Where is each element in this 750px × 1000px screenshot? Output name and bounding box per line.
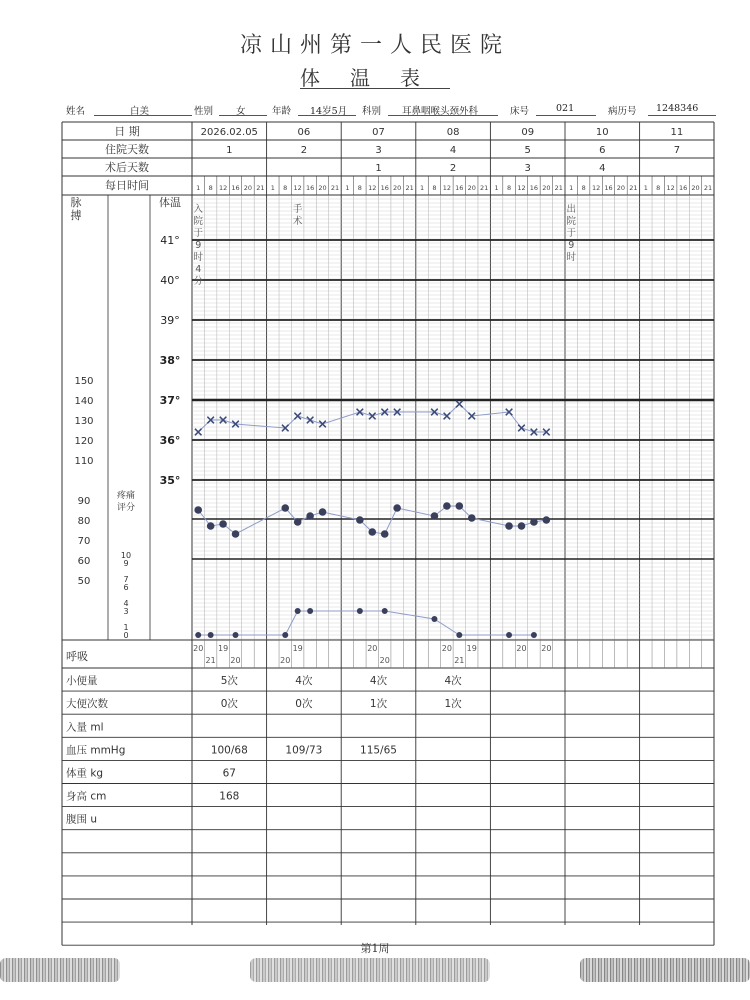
event-annotation-char: 院 <box>566 216 576 227</box>
time-value: 12 <box>293 184 302 192</box>
event-annotation-char: 手 <box>292 204 303 215</box>
bottom-table-value: 5次 <box>220 675 238 688</box>
name-label: 姓名 <box>66 106 86 117</box>
date-value: 09 <box>521 127 535 138</box>
bottom-table-value: 0次 <box>295 698 313 711</box>
patient-dept: 耳鼻咽喉头颈外科 <box>402 106 479 117</box>
time-value: 12 <box>368 184 377 192</box>
hospital-days-row-label: 住院天数 <box>105 143 149 156</box>
scan-smudge-right <box>580 958 750 982</box>
pulse-point <box>281 504 289 512</box>
bottom-table-value: 100/68 <box>210 744 248 757</box>
hospital-day-value: 5 <box>524 145 531 156</box>
pulse-point <box>368 528 376 536</box>
time-value: 8 <box>208 184 213 192</box>
respiration-value: 20 <box>379 656 390 665</box>
pain-axis-label: 6 <box>123 583 129 592</box>
time-value: 20 <box>243 184 253 192</box>
date-value: 2026.02.05 <box>200 127 258 138</box>
pain-point <box>208 632 214 638</box>
bottom-table-value: 168 <box>219 790 240 803</box>
hospital-day-value: 2 <box>300 145 308 156</box>
pain-point <box>357 608 363 614</box>
bed-label: 床号 <box>510 106 530 117</box>
pulse-point <box>194 506 202 514</box>
respiration-value: 20 <box>441 644 452 653</box>
date-value: 10 <box>595 127 609 138</box>
time-value: 1 <box>569 184 574 192</box>
form-title: 体温表 <box>300 66 450 90</box>
time-value: 1 <box>419 184 425 192</box>
pain-axis-label: 3 <box>123 607 129 616</box>
pulse-axis-label: 150 <box>74 376 94 387</box>
time-value: 1 <box>196 184 201 192</box>
time-value: 16 <box>305 184 315 192</box>
pulse-point <box>393 504 401 512</box>
event-annotation-char: 院 <box>193 216 203 227</box>
patient-record-number: 1248346 <box>656 103 699 114</box>
time-value: 21 <box>703 184 713 192</box>
event-annotation-char: 时 <box>566 252 576 263</box>
daily-time-row-label: 每日时间 <box>105 179 149 192</box>
pulse-label-char: 搏 <box>70 209 82 222</box>
respiration-label: 呼吸 <box>66 650 88 663</box>
time-value: 16 <box>604 184 613 192</box>
time-value: 20 <box>467 184 476 192</box>
pain-axis-label: 0 <box>123 631 129 640</box>
pain-axis-label: 9 <box>123 559 129 568</box>
bottom-table-value: 109/73 <box>285 744 323 757</box>
time-value: 8 <box>357 184 362 192</box>
pulse-axis-label: 80 <box>77 516 91 527</box>
bottom-table-label: 小便量 <box>66 675 98 688</box>
bottom-table-value: 4次 <box>369 675 388 688</box>
temp-axis-label: 40° <box>160 274 180 287</box>
temp-axis-label: 41° <box>160 234 180 247</box>
time-value: 1 <box>643 184 648 192</box>
bottom-table-value: 4次 <box>444 675 462 688</box>
dept-label: 科别 <box>362 106 382 117</box>
pulse-point <box>443 502 451 510</box>
pulse-point <box>505 522 513 530</box>
pain-point <box>531 632 537 638</box>
hospital-day-value: 7 <box>673 145 681 156</box>
pain-axis-label: 7 <box>123 575 129 584</box>
time-value: 8 <box>506 184 512 192</box>
temp-axis-label: 36° <box>159 434 181 447</box>
hospital-day-value: 4 <box>449 145 457 156</box>
respiration-value: 21 <box>454 656 465 665</box>
pulse-axis-label: 120 <box>74 436 94 447</box>
time-value: 1 <box>494 184 499 192</box>
temp-axis-label: 39° <box>160 314 180 327</box>
event-annotation-char: 4 <box>195 264 202 275</box>
time-value: 1 <box>270 184 275 192</box>
patient-name: 白美 <box>130 106 150 117</box>
date-value: 08 <box>446 127 460 138</box>
time-value: 12 <box>591 184 601 192</box>
pain-axis-label: 10 <box>120 551 132 560</box>
bottom-table-label: 体重 kg <box>66 767 104 780</box>
event-annotation-char: 入 <box>193 204 203 215</box>
time-value: 21 <box>629 184 638 192</box>
time-value: 12 <box>218 184 228 192</box>
time-value: 16 <box>678 184 688 192</box>
respiration-value: 20 <box>516 644 527 653</box>
pulse-point <box>431 512 439 520</box>
time-value: 16 <box>529 184 539 192</box>
bottom-table-value: 67 <box>222 767 236 780</box>
pulse-axis-label: 130 <box>74 416 94 427</box>
pulse-point <box>294 518 302 526</box>
time-value: 20 <box>542 184 551 192</box>
hospital-name: 凉山州第一人民医院 <box>239 33 510 58</box>
bottom-table-value: 1次 <box>369 698 388 711</box>
time-value: 8 <box>432 184 437 192</box>
pain-point <box>382 608 388 614</box>
pain-point <box>456 632 462 638</box>
time-value: 1 <box>345 184 350 192</box>
time-value: 20 <box>393 184 402 192</box>
pain-point <box>195 632 201 638</box>
pulse-point <box>319 508 327 516</box>
pulse-point <box>232 530 240 538</box>
temperature-point <box>357 409 364 416</box>
age-label: 年龄 <box>272 106 292 117</box>
pain-label: 评分 <box>116 503 136 513</box>
postop-day-value: 4 <box>599 163 606 174</box>
pulse-axis-label: 70 <box>77 536 91 547</box>
temperature-point <box>307 417 314 424</box>
respiration-value: 21 <box>205 656 216 665</box>
time-value: 8 <box>656 184 661 192</box>
time-value: 8 <box>581 184 586 192</box>
bottom-table-label: 身高 cm <box>66 790 107 803</box>
time-value: 8 <box>283 184 288 192</box>
pain-point <box>431 616 437 622</box>
respiration-value: 20 <box>367 644 378 653</box>
scan-smudge-center <box>250 958 490 982</box>
pulse-point <box>468 514 476 522</box>
temperature-point <box>369 413 376 420</box>
pain-point <box>307 608 313 614</box>
time-value: 12 <box>442 184 452 192</box>
pulse-point <box>543 516 551 524</box>
event-annotation-char: 9 <box>568 240 575 251</box>
date-row-label: 日 期 <box>114 125 140 138</box>
pulse-axis-label: 90 <box>77 496 91 507</box>
bottom-table-label: 血压 mmHg <box>66 744 126 757</box>
pulse-point <box>381 530 389 538</box>
temperature-point <box>319 421 326 428</box>
temp-label: 体温 <box>159 196 181 209</box>
pulse-point <box>207 522 215 530</box>
temperature-point <box>195 429 202 436</box>
pain-axis-label: 1 <box>123 623 129 632</box>
time-value: 21 <box>480 184 489 192</box>
patient-bed: 021 <box>556 103 575 114</box>
time-value: 21 <box>554 184 563 192</box>
bottom-table-value: 4次 <box>295 675 313 688</box>
temperature-point <box>444 413 451 420</box>
pain-label: 疼痛 <box>116 491 136 501</box>
pulse-point <box>530 518 538 526</box>
respiration-value: 19 <box>466 644 477 653</box>
hospital-day-value: 6 <box>599 145 606 156</box>
pain-point <box>282 632 288 638</box>
pulse-axis-label: 50 <box>77 576 91 587</box>
time-value: 16 <box>455 184 464 192</box>
postop-day-value: 3 <box>524 163 531 174</box>
temperature-point <box>456 401 463 408</box>
time-value: 21 <box>256 184 265 192</box>
event-annotation-char: 术 <box>292 216 303 227</box>
event-annotation-char: 分 <box>193 276 203 287</box>
event-annotation-char: 出 <box>566 204 576 215</box>
bottom-table-label: 腹围 u <box>66 813 97 826</box>
pain-point <box>506 632 512 638</box>
pulse-axis-label: 60 <box>77 556 91 567</box>
pulse-point <box>306 512 314 520</box>
date-value: 07 <box>372 127 385 138</box>
bottom-table-label: 入量 ml <box>66 721 104 734</box>
pulse-label-char: 脉 <box>70 196 82 209</box>
record-label: 病历号 <box>608 106 637 117</box>
pulse-point <box>356 516 364 524</box>
temp-axis-label: 38° <box>159 354 181 367</box>
respiration-value: 19 <box>292 644 303 653</box>
temperature-point <box>518 425 525 432</box>
scan-smudge-left <box>0 958 120 982</box>
time-value: 16 <box>380 184 389 192</box>
postop-days-row-label: 术后天数 <box>105 161 149 174</box>
time-value: 16 <box>231 184 240 192</box>
time-value: 21 <box>330 184 340 192</box>
pulse-point <box>219 520 227 528</box>
patient-age: 14岁5月 <box>310 106 348 117</box>
pulse-point <box>456 502 464 510</box>
pain-point <box>233 632 239 638</box>
pain-axis-label: 4 <box>123 599 129 608</box>
pain-point <box>295 608 301 614</box>
patient-sex: 女 <box>236 106 246 117</box>
time-value: 20 <box>318 184 327 192</box>
respiration-value: 19 <box>217 644 229 653</box>
week-footer: 第1周 <box>360 942 390 955</box>
respiration-value: 20 <box>193 644 204 653</box>
respiration-value: 20 <box>230 656 241 665</box>
respiration-value: 20 <box>541 644 552 653</box>
hospital-day-value: 3 <box>375 145 382 156</box>
date-value: 06 <box>297 127 311 138</box>
bottom-table-value: 1次 <box>444 698 462 711</box>
pulse-axis-label: 110 <box>74 456 94 467</box>
event-annotation-char: 于 <box>566 228 576 239</box>
event-annotation-char: 于 <box>193 228 203 239</box>
postop-day-value: 1 <box>375 163 382 174</box>
time-value: 21 <box>405 184 414 192</box>
date-value: 11 <box>670 127 684 138</box>
temperature-point <box>294 413 301 420</box>
respiration-value: 20 <box>280 656 291 665</box>
temp-axis-label: 37° <box>159 394 181 407</box>
event-annotation-char: 9 <box>195 240 202 251</box>
pulse-point <box>518 522 526 530</box>
postop-day-value: 2 <box>449 163 457 174</box>
bottom-table-label: 大便次数 <box>66 698 108 711</box>
sex-label: 性别 <box>194 106 214 117</box>
hospital-day-value: 1 <box>226 145 233 156</box>
bottom-table-value: 0次 <box>220 698 238 711</box>
time-value: 20 <box>616 184 626 192</box>
temp-axis-label: 35° <box>159 474 181 487</box>
time-value: 12 <box>517 184 526 192</box>
bottom-table-value: 115/65 <box>360 744 397 757</box>
pulse-axis-label: 140 <box>74 396 94 407</box>
time-value: 12 <box>666 184 675 192</box>
temperature-line <box>198 404 546 432</box>
time-value: 20 <box>691 184 700 192</box>
event-annotation-char: 时 <box>193 252 203 263</box>
